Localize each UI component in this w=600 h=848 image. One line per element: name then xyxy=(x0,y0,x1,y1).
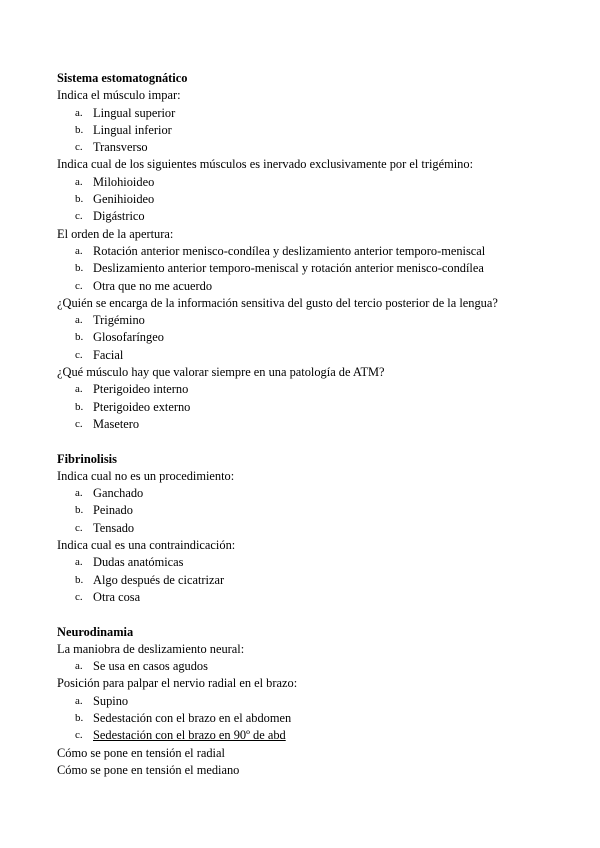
option-text: Milohioideo xyxy=(93,174,155,189)
option-text: Pterigoideo interno xyxy=(93,382,189,397)
answer-option xyxy=(57,485,590,502)
option-marker: b. xyxy=(75,504,84,517)
section xyxy=(57,451,590,607)
answer-option xyxy=(57,399,590,416)
answer-option xyxy=(57,208,590,225)
option-text: Dudas anatómicas xyxy=(93,555,184,570)
option-text: Rotación anterior menisco-condílea y deslizamiento anterior temporo-meniscal xyxy=(93,243,486,258)
answer-option xyxy=(57,572,590,589)
option-text: Digástrico xyxy=(93,209,145,224)
question-text: ¿Quién se encarga de la información sensitiva del gusto del tercio posterior de la lengua? xyxy=(57,295,498,310)
answer-option xyxy=(57,260,590,277)
question-text: Posición para palpar el nervio radial en el brazo: xyxy=(57,676,298,691)
option-text: Otra cosa xyxy=(93,589,141,604)
answer-options xyxy=(57,693,590,745)
option-marker: a. xyxy=(75,487,83,500)
option-marker: b. xyxy=(75,331,84,344)
option-text: Lingual inferior xyxy=(93,122,172,137)
option-marker: a. xyxy=(75,314,83,327)
question-text: La maniobra de deslizamiento neural: xyxy=(57,641,245,656)
answer-option xyxy=(57,174,590,191)
option-marker: b. xyxy=(75,573,84,586)
option-marker: a. xyxy=(75,556,83,569)
answer-option xyxy=(57,658,590,675)
answer-option xyxy=(57,727,590,744)
answer-option xyxy=(57,191,590,208)
option-text: Glosofaríngeo xyxy=(93,330,164,345)
option-marker: c. xyxy=(75,141,83,154)
section-title: Sistema estomatognático xyxy=(57,71,188,85)
section-title: Neurodinamia xyxy=(57,624,134,639)
answer-option xyxy=(57,710,590,727)
question-text: Cómo se pone en tensión el radial xyxy=(57,745,225,760)
option-text: Facial xyxy=(93,347,124,362)
answer-option xyxy=(57,329,590,346)
option-text: Masetero xyxy=(93,416,140,431)
question-text: ¿Qué músculo hay que valorar siempre en una patología de ATM? xyxy=(57,365,385,380)
answer-option xyxy=(57,122,590,139)
option-marker: b. xyxy=(75,262,84,275)
answer-options xyxy=(57,554,590,606)
answer-options xyxy=(57,381,590,433)
answer-options xyxy=(57,105,590,157)
option-text: Algo después de cicatrizar xyxy=(93,572,225,587)
answer-option xyxy=(57,520,590,537)
option-text: Trigémino xyxy=(93,313,145,328)
option-marker: c. xyxy=(75,210,83,223)
answer-option xyxy=(57,278,590,295)
option-text: Se usa en casos agudos xyxy=(93,659,208,674)
exam-notes xyxy=(57,70,590,779)
option-marker: c. xyxy=(75,348,83,361)
option-marker: b. xyxy=(75,400,84,413)
option-text: Sedestación con el brazo en el abdomen xyxy=(93,710,292,725)
answer-option xyxy=(57,243,590,260)
option-text: Lingual superior xyxy=(93,105,176,120)
option-text: Deslizamiento anterior temporo-meniscal y rotación anterior menisco-condílea xyxy=(93,261,484,276)
answer-option xyxy=(57,105,590,122)
answer-option xyxy=(57,554,590,571)
option-text: Peinado xyxy=(93,503,133,518)
section-title: Fibrinolisis xyxy=(57,451,117,466)
answer-option xyxy=(57,381,590,398)
section xyxy=(57,624,590,780)
option-marker: b. xyxy=(75,193,84,206)
option-text: Pterigoideo externo xyxy=(93,399,191,414)
option-marker: a. xyxy=(75,383,83,396)
question-text: El orden de la apertura: xyxy=(57,226,174,241)
option-marker: c. xyxy=(75,729,83,742)
option-marker: a. xyxy=(75,244,83,257)
question-text: Cómo se pone en tensión el mediano xyxy=(57,762,240,777)
question-text: Indica cual es una contraindicación: xyxy=(57,538,236,553)
option-marker: a. xyxy=(75,175,83,188)
answer-option xyxy=(57,589,590,606)
option-marker: c. xyxy=(75,279,83,292)
option-marker: b. xyxy=(75,711,84,724)
option-marker: a. xyxy=(75,694,83,707)
answer-options xyxy=(57,312,590,364)
option-text: Ganchado xyxy=(93,486,144,501)
answer-option xyxy=(57,416,590,433)
answer-option xyxy=(57,502,590,519)
answer-option xyxy=(57,139,590,156)
option-text: Supino xyxy=(93,693,129,708)
option-marker: a. xyxy=(75,106,83,119)
option-marker: c. xyxy=(75,590,83,603)
question-text: Indica cual no es un procedimiento: xyxy=(57,468,235,483)
answer-option xyxy=(57,312,590,329)
question-text: Indica cual de los siguientes músculos es inervado exclusivamente por el trigémino: xyxy=(57,157,474,172)
option-marker: c. xyxy=(75,521,83,534)
answer-options xyxy=(57,485,590,537)
answer-option xyxy=(57,347,590,364)
option-marker: b. xyxy=(75,123,84,136)
question-text: Indica el músculo impar: xyxy=(57,88,181,103)
answer-options xyxy=(57,658,590,675)
option-text: Transverso xyxy=(93,140,148,155)
answer-options xyxy=(57,174,590,226)
section xyxy=(57,70,590,433)
option-text: Tensado xyxy=(93,520,135,535)
option-marker: c. xyxy=(75,417,83,430)
option-text: Genihioideo xyxy=(93,192,155,207)
answer-options xyxy=(57,243,590,295)
option-text: Otra que no me acuerdo xyxy=(93,278,213,293)
answer-option xyxy=(57,693,590,710)
option-marker: a. xyxy=(75,660,83,673)
option-text: Sedestación con el brazo en 90º de abd xyxy=(93,728,286,743)
